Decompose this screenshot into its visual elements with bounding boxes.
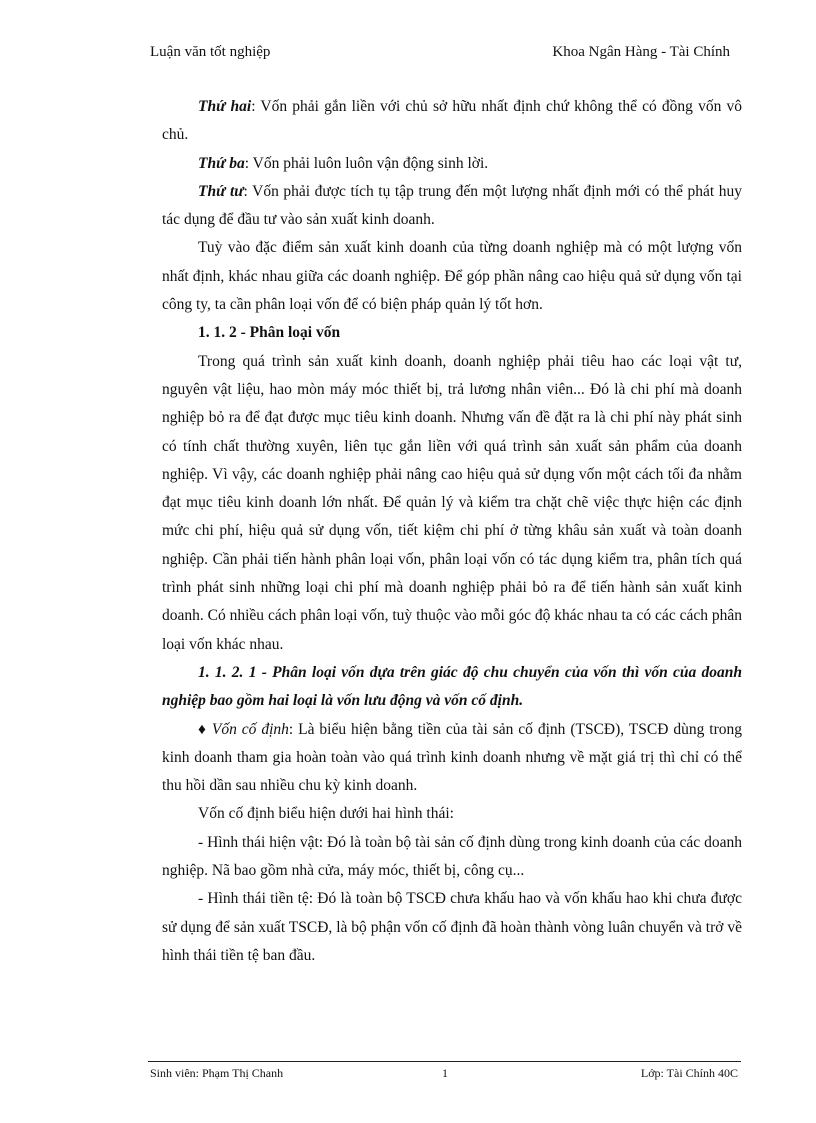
footer-class: Lớp: Tài Chính 40C [640,1066,738,1080]
paragraph-thu-hai [162,93,742,150]
footer-student: Sinh viên: Phạm Thị Chanh [150,1066,284,1080]
lead-thu-ba: Thứ ba [198,154,245,172]
paragraph-thu-tu [162,178,742,235]
lead-von-co-dinh: ♦ Vốn cố định [198,720,289,738]
subsection-heading-chu-chuyen: 1. 1. 2. 1 - Phân loại vốn dựa trên giác độ chu chuyển của vốn thì vốn của doanh nghiệp bao gồm hai loại là vốn lưu động và vốn cố định. [162,663,742,710]
header-thesis-title: Luận văn tốt nghiệp [150,44,271,60]
paragraph-trong-qua-trinh: Trong quá trình sản xuất kinh doanh, doanh nghiệp phải tiêu hao các loại vật tư, nguyên vật liệu, hao mòn máy móc thiết bị, trả lương nhân viên... Đó là chi phí mà doanh nghiệp bỏ ra để đạt được mục tiêu kinh doanh. Nhưng vấn đề đặt ra là chi phí này phát sinh có tính chất thường xuyên, liên tục gắn liền với quá trình sản xuất sản phẩm của doanh nghiệp. Vì vậy, các doanh nghiệp phải nâng cao hiệu quả sử dụng vốn một cách tối đa nhằm đạt mục tiêu kinh doanh lớn nhất. Để quản lý và kiểm tra chặt chẽ việc thực hiện các định mức chi phí, hiệu quả sử dụng vốn, tiết kiệm chi phí ở từng khâu sản xuất và toàn doanh nghiệp. Cần phải tiến hành phân loại vốn, phân loại vốn có tác dụng kiểm tra, phân tích quá trình phát sinh những loại chi phí mà doanh nghiệp phải bỏ ra để tiến hành sản xuất kinh doanh. Có nhiều cách phân loại vốn, tuỳ thuộc vào mỗi góc độ khác nhau ta có các cách phân loại vốn khác nhau. [162,352,742,653]
text-thu-ba: : Vốn phải luôn luôn vận động sinh lời. [244,154,489,172]
paragraph-tuy-vao: Tuỳ vào đặc điểm sản xuất kinh doanh của từng doanh nghiệp mà có một lượng vốn nhất định, khác nhau giữa các doanh nghiệp. Để góp phần nâng cao hiệu quả sử dụng vốn tại công ty, ta cần phân loại vốn để có biện pháp quản lý tốt hơn. [162,239,742,314]
paragraph-von-co-dinh [162,716,742,801]
paragraph-hinh-thai-tien-te: - Hình thái tiền tệ: Đó là toàn bộ TSCĐ chưa khấu hao và vốn khấu hao khi chưa được sử dụng để sản xuất TSCĐ, là bộ phận vốn cố định đã hoàn thành vòng luân chuyển và trở về hình thái tiền tệ ban đầu. [162,890,742,964]
page-header [150,44,730,68]
text-von-co-dinh: : Là biểu hiện bằng tiền của tài sản cố định (TSCĐ), TSCĐ dùng trong kinh doanh tham gia hoàn toàn vào quá trình kinh doanh nhưng về mặt giá trị thì chỉ có thể thu hồi dần sau nhiều chu kỳ kinh doanh. [162,720,742,795]
paragraph-thu-ba [162,150,742,178]
lead-thu-hai: Thứ hai [198,98,252,115]
footer-page-number: 1 [442,1066,448,1080]
section-heading-phan-loai-von: 1. 1. 2 - Phân loại vốn [198,324,341,342]
document-body [162,93,742,970]
lead-thu-tu: Thứ tư [198,182,244,200]
paragraph-hai-hinh-thai: Vốn cố định biểu hiện dưới hai hình thái: [198,805,454,823]
header-faculty: Khoa Ngân Hàng - Tài Chính [552,44,730,60]
text-thu-tu: : Vốn phải được tích tụ tập trung đến một lượng nhất định mới có thể phát huy tác dụng để đầu tư vào sản xuất kinh doanh. [162,182,742,229]
footer-divider [148,1061,741,1062]
text-thu-hai: : Vốn phải gắn liền với chủ sở hữu nhất định chứ không thể có đồng vốn vô chủ. [162,98,742,144]
paragraph-hinh-thai-hien-vat: - Hình thái hiện vật: Đó là toàn bộ tài sản cố định dùng trong kinh doanh của các doanh nghiệp. Nã bao gồm nhà cửa, máy móc, thiết bị, công cụ... [162,833,742,880]
